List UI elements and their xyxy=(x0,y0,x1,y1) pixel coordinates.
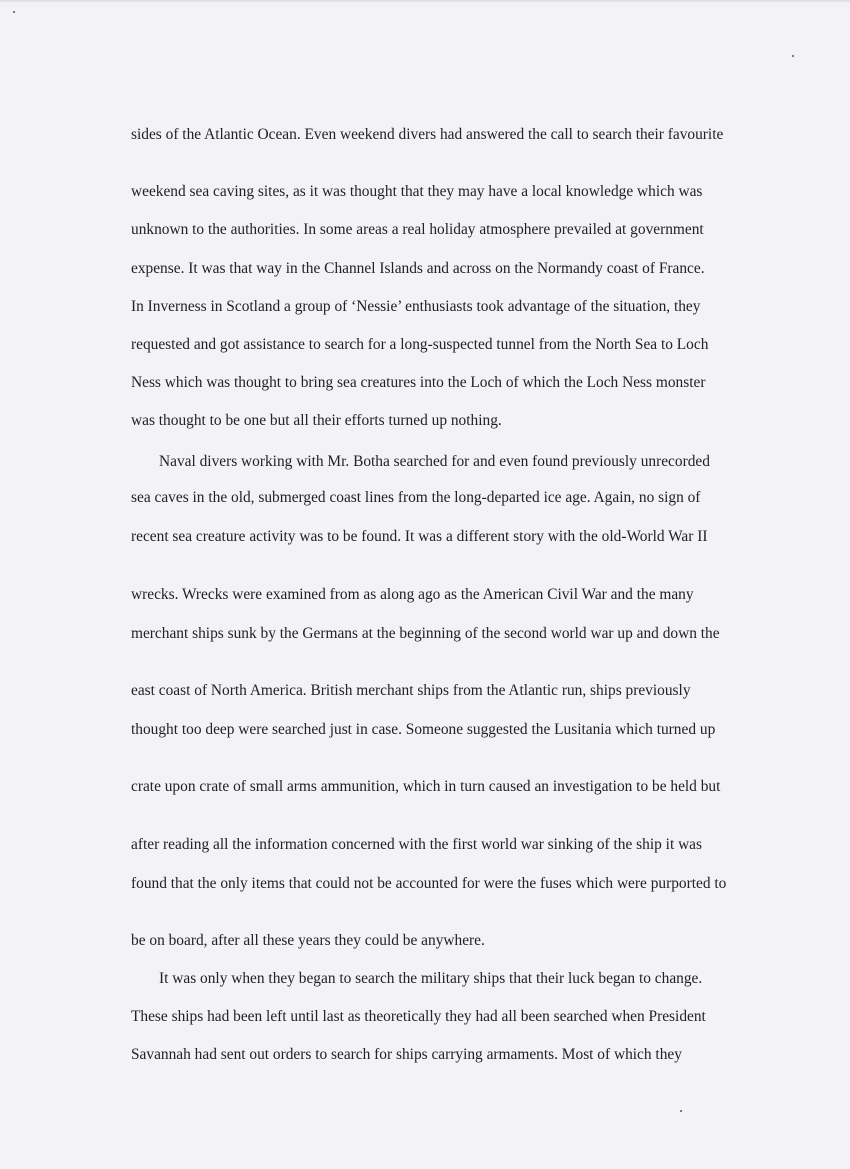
text-line: wrecks. Wrecks were examined from as along ago as the American Civil War and the many xyxy=(131,586,694,603)
text-line: Ness which was thought to bring sea creatures into the Loch of which the Loch Ness monster xyxy=(131,374,706,391)
text-line: be on board, after all these years they could be anywhere. xyxy=(131,932,485,949)
scan-speck xyxy=(13,11,15,13)
text-line: It was only when they began to search the military ships that their luck began to change. xyxy=(159,970,703,987)
text-line: recent sea creature activity was to be found. It was a different story with the old-World War II xyxy=(131,528,708,545)
text-line: after reading all the information concerned with the first world war sinking of the ship it was xyxy=(131,836,703,853)
scan-speck xyxy=(792,55,794,57)
text-line: crate upon crate of small arms ammunition, which in turn caused an investigation to be held but xyxy=(131,778,721,795)
text-line: requested and got assistance to search for a long-suspected tunnel from the North Sea to Loch xyxy=(131,336,709,353)
text-line: In Inverness in Scotland a group of ‘Nessie’ enthusiasts took advantage of the situation, they xyxy=(131,298,701,315)
text-line: found that the only items that could not be accounted for were the fuses which were purported to xyxy=(131,875,727,892)
text-line: east coast of North America. British merchant ships from the Atlantic run, ships previously xyxy=(131,682,691,699)
page-top-edge xyxy=(0,0,850,3)
paragraph-start-line xyxy=(131,970,771,988)
text-line: Naval divers working with Mr. Botha searched for and even found previously unrecorded xyxy=(159,453,710,470)
text-line: sea caves in the old, submerged coast lines from the long-departed ice age. Again, no sign of xyxy=(131,489,701,506)
paragraph-start-line xyxy=(131,453,771,471)
text-line: unknown to the authorities. In some areas a real holiday atmosphere prevailed at government xyxy=(131,221,704,238)
text-line: These ships had been left until last as theoretically they had all been searched when President xyxy=(131,1008,706,1025)
text-line: Savannah had sent out orders to search for ships carrying armaments. Most of which they xyxy=(131,1046,682,1063)
text-line: thought too deep were searched just in case. Someone suggested the Lusitania which turned up xyxy=(131,721,716,738)
text-line: was thought to be one but all their efforts turned up nothing. xyxy=(131,412,502,429)
text-line: expense. It was that way in the Channel Islands and across on the Normandy coast of France. xyxy=(131,260,705,277)
text-line: sides of the Atlantic Ocean. Even weekend divers had answered the call to search their favourite xyxy=(131,126,724,143)
text-line: weekend sea caving sites, as it was thought that they may have a local knowledge which was xyxy=(131,183,703,200)
scan-speck xyxy=(680,1110,682,1112)
text-line: merchant ships sunk by the Germans at the beginning of the second world war up and down the xyxy=(131,625,720,642)
